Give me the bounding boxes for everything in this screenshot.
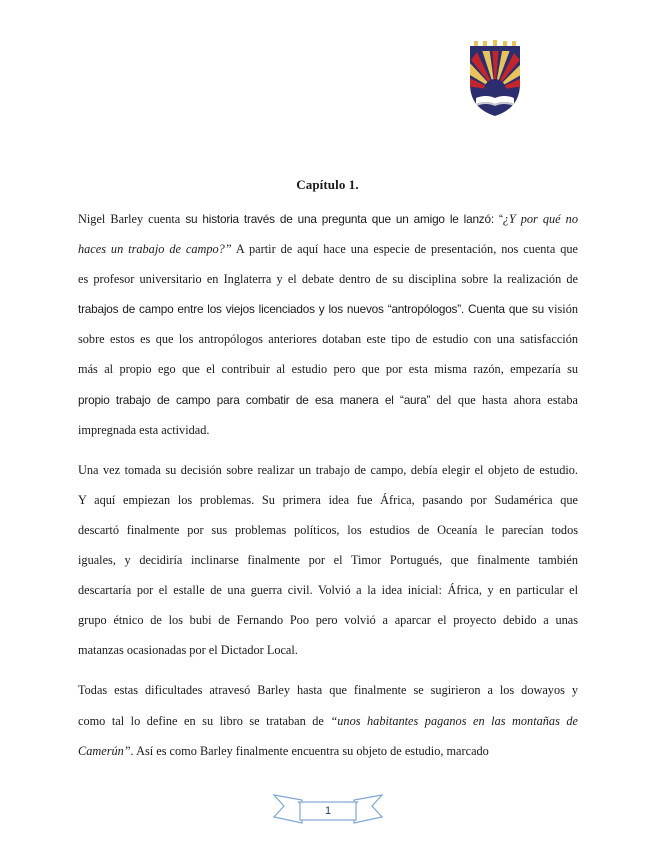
chapter-title: Capítulo 1. xyxy=(296,177,359,192)
text-run: Así es como Barley finalmente encuentra su objeto de estudio, marcado xyxy=(133,743,489,758)
text-run: descartaría por el estalle de una guerra civil. Volvió a la idea inicial: África, y en particular el xyxy=(78,583,578,598)
italic-quote: “unos habitantes paganos en las montañas de xyxy=(330,713,578,728)
text-line xyxy=(78,415,578,445)
text-line xyxy=(78,736,578,766)
text-run: trabajos de campo entre los viejos licenciados y los nuevos “antropólogos”. Cuenta que su xyxy=(78,302,544,317)
text-run: Todas estas dificultades atravesó Barley hasta que finalmente se sugirieron a los dowayos y xyxy=(78,683,578,698)
text-run: como tal lo define en su libro se trataban de xyxy=(78,713,331,728)
text-run: Una vez tomada su decisión sobre realizar un trabajo de campo, debía elegir el objeto de estudio. xyxy=(78,462,578,477)
text-run: matanzas ocasionadas por el Dictador Local. xyxy=(78,643,298,658)
text-run: propio trabajo de campo para combatir de esa manera el “aura” xyxy=(78,392,431,407)
text-line xyxy=(78,385,578,415)
italic-quote: haces un trabajo de campo?” xyxy=(78,242,232,257)
text-run: descartó finalmente por sus problemas políticos, los estudios de Oceanía le parecían todos xyxy=(78,522,578,537)
text-run: del que hasta ahora estaba xyxy=(430,392,578,407)
university-crest-icon xyxy=(466,40,524,118)
text-run: más al propio ego que el contribuir al estudio pero que por esta misma razón, empezaría su xyxy=(78,362,578,377)
text-line xyxy=(78,264,578,294)
page-number-ribbon xyxy=(272,793,384,829)
text-line xyxy=(78,605,578,635)
paragraph xyxy=(78,675,578,765)
text-line xyxy=(78,575,578,605)
text-line xyxy=(78,675,578,705)
text-run: su historia través de una pregunta que un amigo le lanzó: “ xyxy=(185,212,503,226)
text-run: Nigel Barley cuenta xyxy=(78,212,186,226)
text-line xyxy=(78,635,578,665)
text-line xyxy=(78,294,578,324)
text-run: sobre estos es que los antropólogos anteriores dotaban este tipo de estudio con una satisfacción xyxy=(78,332,578,347)
text-line xyxy=(78,545,578,575)
italic-quote: ¿Y por qué no xyxy=(502,212,578,226)
text-line xyxy=(78,706,578,736)
page-number: 1 xyxy=(324,805,332,817)
text-run: grupo étnico de los bubi de Fernando Poo pero volvió a aparcar el proyecto debido a unas xyxy=(78,613,578,628)
text-line xyxy=(78,354,578,384)
text-line xyxy=(78,234,578,264)
text-line xyxy=(78,204,578,234)
paragraph xyxy=(78,204,578,445)
text-run: A partir de aquí hace una especie de presentación, nos cuenta que xyxy=(231,242,579,257)
text-run: visión xyxy=(543,302,578,317)
text-line xyxy=(78,455,578,485)
text-line xyxy=(78,324,578,354)
text-line xyxy=(78,515,578,545)
text-run: impregnada esta actividad. xyxy=(78,422,210,437)
text-line xyxy=(78,485,578,515)
text-run: es profesor universitario en Inglaterra y el debate dentro de su disciplina sobre la realización de xyxy=(78,272,578,287)
body-text xyxy=(78,204,578,766)
paragraph xyxy=(78,455,578,666)
text-run: iguales, y decidiría inclinarse finalmente por el Timor Portugués, que finalmente también xyxy=(78,553,578,568)
text-run: Y aquí empiezan los problemas. Su primera idea fue África, pasando por Sudamérica que xyxy=(78,492,578,507)
italic-quote: Camerún”. xyxy=(78,743,134,758)
